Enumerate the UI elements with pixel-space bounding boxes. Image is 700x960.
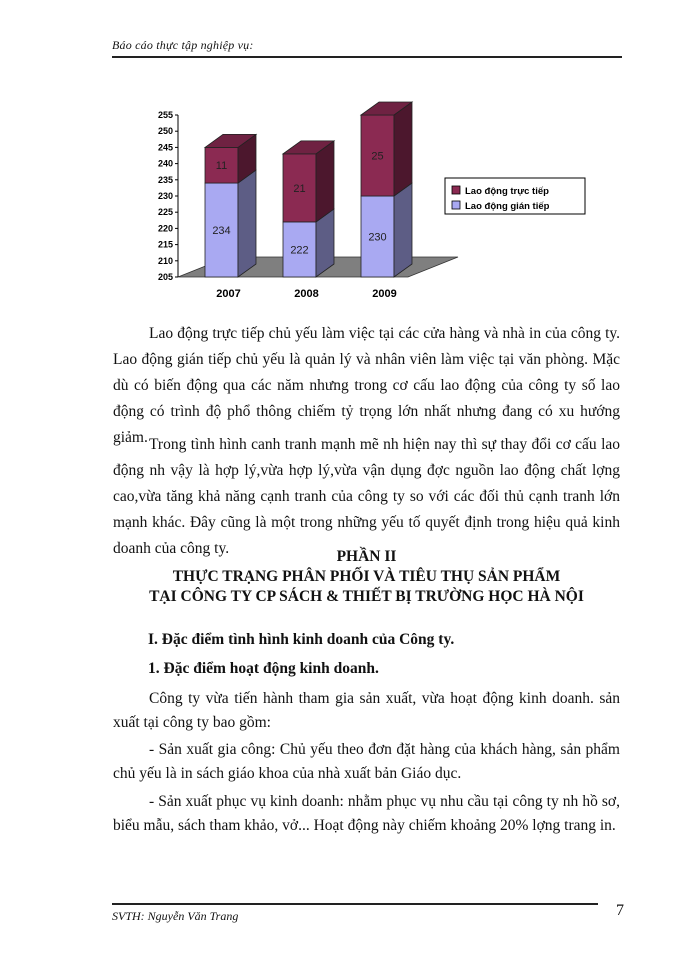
- page-number: 7: [616, 902, 624, 919]
- x-tick-label: 2008: [294, 288, 319, 300]
- paragraph-labor-2: [113, 432, 620, 562]
- paragraph-text: Công ty vừa tiến hành tham gia sản xuất, vừa hoạt động kinh doanh. sản xuất tại công ty bao gồm:: [113, 690, 620, 731]
- bar-data-label: 222: [290, 244, 309, 257]
- header-divider: [112, 56, 622, 58]
- subsection-heading: 1. Đặc điểm hoạt động kinh doanh.: [148, 660, 379, 677]
- paragraph-text: Trong tình hình canh tranh mạnh mẽ nh hiện nay thì sự thay đổi cơ cấu lao động nh vậy là hợp lý,vừa hợp lý,vừa vận dụng đợc nguồn lao động chất lợng cao,vừa tăng khả năng cạnh tranh của công ty so với các đối thủ cạnh tranh lớn mạnh khác. Đây cũng là một trong những yếu tố quyết định trong hiệu quả kinh doanh của công ty.: [113, 436, 620, 557]
- labor-chart: [150, 100, 630, 310]
- y-tick-label: 205: [157, 272, 173, 282]
- legend-swatch: [452, 186, 460, 194]
- legend-label: Lao động gián tiếp: [465, 201, 550, 212]
- paragraph-text: - Sản xuất phục vụ kinh doanh: nhằm phục vụ nhu cầu tại công ty nh hồ sơ, biểu mẫu, sách tham khảo, vở... Hoạt động này chiếm khoảng 20% lợng trang in.: [113, 793, 620, 834]
- legend-label: Lao động trực tiếp: [465, 186, 549, 197]
- bar-side: [316, 141, 334, 222]
- part-title-line-2: TẠI CÔNG TY CP SÁCH & THIẾT BỊ TRƯỜNG HỌC HÀ NỘI: [149, 588, 584, 605]
- bar-data-label: 25: [371, 150, 384, 163]
- x-tick-label: 2007: [216, 288, 241, 300]
- y-tick-label: 225: [157, 207, 173, 218]
- paragraph-business-3: [113, 790, 620, 838]
- footer-author: SVTH: Nguyễn Văn Trang: [112, 909, 239, 923]
- y-tick-label: 220: [157, 223, 173, 234]
- bar-data-label: 21: [293, 182, 306, 195]
- section-heading: I. Đặc điểm tình hình kinh doanh của Công ty.: [148, 631, 455, 648]
- y-tick-label: 230: [157, 191, 173, 201]
- part-label: PHẦN II: [336, 548, 397, 565]
- paragraph-text: Lao động trực tiếp chủ yếu làm việc tại các cửa hàng và nhà in của công ty. Lao động gián tiếp chủ yếu là quản lý và nhân viên làm việc tại văn phòng. Mặc dù có biến động qua các năm nhưng trong cơ cấu lao động của công ty số lao động có trình độ phổ thông chiếm tỷ trọng lớn nhất nhưng đang có xu hướng giảm.: [113, 325, 620, 446]
- bar-side: [238, 170, 256, 277]
- footer-divider: [112, 903, 598, 905]
- y-tick-label: 235: [157, 174, 173, 185]
- y-tick-label: 210: [157, 255, 173, 266]
- bar-side: [394, 102, 412, 196]
- paragraph-business-2: [113, 738, 620, 786]
- bar-data-label: 230: [368, 231, 387, 244]
- bar-data-label: 234: [212, 225, 231, 238]
- y-tick-label: 255: [157, 110, 173, 120]
- y-tick-label: 250: [157, 126, 173, 137]
- y-tick-label: 215: [157, 239, 173, 250]
- bar-side: [394, 183, 412, 277]
- page-header: Báo cáo thực tập nghiệp vụ:: [112, 38, 254, 52]
- paragraph-business-1: [113, 687, 620, 735]
- paragraph-text: - Sản xuất gia công: Chủ yếu theo đơn đặt hàng của khách hàng, sản phẩm chủ yếu là in sách giáo khoa của nhà xuất bản Giáo dục.: [113, 741, 620, 782]
- legend-swatch: [452, 201, 460, 209]
- y-tick-label: 240: [157, 158, 173, 169]
- bar-data-label: 11: [215, 160, 228, 173]
- part-title-line-1: THỰC TRẠNG PHÂN PHỐI VÀ TIÊU THỤ SẢN PHẨM: [172, 568, 561, 585]
- x-tick-label: 2009: [372, 288, 397, 300]
- y-tick-label: 245: [157, 142, 173, 153]
